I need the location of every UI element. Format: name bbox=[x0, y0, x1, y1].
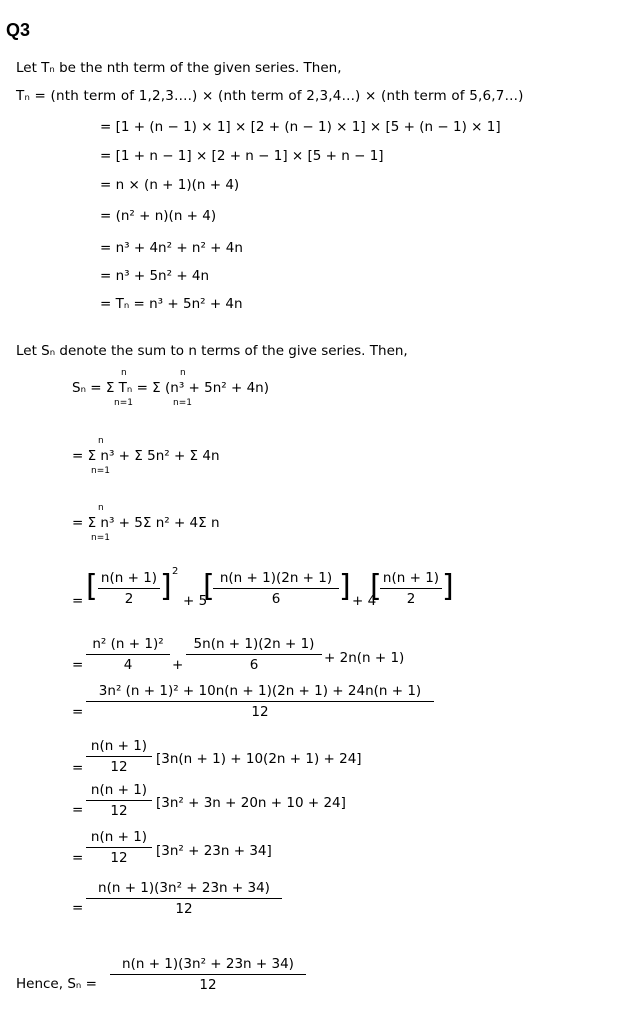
plus-five: + 5 bbox=[183, 593, 208, 609]
fraction-3-numerator: n(n + 1) bbox=[382, 570, 440, 586]
fraction-3-denominator: 2 bbox=[406, 591, 416, 607]
fraction-6-denominator: 12 bbox=[251, 704, 269, 720]
sigma-lower-1a: n=1 bbox=[114, 398, 133, 408]
sigma-upper-1b: n bbox=[180, 368, 186, 378]
sum-line-5-equals: = bbox=[72, 657, 84, 673]
fraction-1 bbox=[98, 570, 160, 607]
sum-line-2: = Σ n³ + Σ 5n² + Σ 4n bbox=[72, 448, 220, 464]
final-fraction-denominator: 12 bbox=[199, 977, 217, 993]
fraction-7-numerator: n(n + 1) bbox=[90, 738, 148, 754]
final-fraction-numerator: n(n + 1)(3n² + 23n + 34) bbox=[122, 956, 294, 972]
sigma-lower-1b: n=1 bbox=[173, 398, 192, 408]
step-line-1: = [1 + (n − 1) × 1] × [2 + (n − 1) × 1] × [5 + (n − 1) × 1] bbox=[100, 119, 501, 135]
right-bracket: ] bbox=[442, 569, 454, 604]
sigma-lower-2a: n=1 bbox=[91, 466, 110, 476]
fraction-10 bbox=[86, 880, 282, 917]
sum-line-7-tail: [3n(n + 1) + 10(2n + 1) + 24] bbox=[156, 751, 362, 767]
step-line-2: = [1 + n − 1] × [2 + n − 1] × [5 + n − 1] bbox=[100, 148, 384, 164]
sum-line-6-equals: = bbox=[72, 704, 84, 720]
sum-line-7-equals: = bbox=[72, 760, 84, 776]
fraction-5 bbox=[186, 636, 322, 673]
fraction-2 bbox=[213, 570, 339, 607]
sigma-upper-3a: n bbox=[98, 503, 104, 513]
sigma-upper-1a: n bbox=[121, 368, 127, 378]
sigma-lower-3a: n=1 bbox=[91, 533, 110, 543]
fraction-1-denominator: 2 bbox=[124, 591, 134, 607]
sigma-upper-2a: n bbox=[98, 436, 104, 446]
fraction-8-denominator: 12 bbox=[110, 803, 128, 819]
sum-line-3: = Σ n³ + 5Σ n² + 4Σ n bbox=[72, 515, 220, 531]
hence-label: Hence, Sₙ = bbox=[16, 976, 97, 992]
square-exponent: 2 bbox=[172, 566, 179, 577]
step-line-7: = Tₙ = n³ + 5n² + 4n bbox=[100, 296, 243, 312]
fraction-6 bbox=[86, 683, 434, 720]
fraction-2-numerator: n(n + 1)(2n + 1) bbox=[219, 570, 333, 586]
plus-four: + 4 bbox=[352, 593, 377, 609]
fraction-4-numerator: n² (n + 1)² bbox=[92, 636, 164, 652]
plus-sign: + bbox=[172, 657, 184, 673]
fraction-9 bbox=[86, 829, 152, 866]
sum-line-9-equals: = bbox=[72, 850, 84, 866]
fraction-10-denominator: 12 bbox=[175, 901, 193, 917]
term-definition-line: Tₙ = (nth term of 1,2,3....) × (nth term of 2,3,4...) × (nth term of 5,6,7...) bbox=[16, 88, 524, 104]
left-bracket: [ bbox=[86, 569, 98, 604]
sum-line-8-tail: [3n² + 3n + 20n + 10 + 24] bbox=[156, 795, 346, 811]
fraction-2-denominator: 6 bbox=[271, 591, 281, 607]
sum-line-9-tail: [3n² + 23n + 34] bbox=[156, 843, 272, 859]
sum-line-8-equals: = bbox=[72, 802, 84, 818]
sum-intro-line: Let Sₙ denote the sum to n terms of the give series. Then, bbox=[16, 343, 408, 359]
fraction-9-denominator: 12 bbox=[110, 850, 128, 866]
step-line-3: = n × (n + 1)(n + 4) bbox=[100, 177, 240, 193]
step-line-4: = (n² + n)(n + 4) bbox=[100, 208, 217, 224]
step-line-6: = n³ + 5n² + 4n bbox=[100, 268, 210, 284]
fraction-5-numerator: 5n(n + 1)(2n + 1) bbox=[193, 636, 315, 652]
question-heading: Q3 bbox=[6, 20, 31, 40]
fraction-8-numerator: n(n + 1) bbox=[90, 782, 148, 798]
step-line-5: = n³ + 4n² + n² + 4n bbox=[100, 240, 243, 256]
fraction-8 bbox=[86, 782, 152, 819]
final-fraction bbox=[110, 956, 306, 993]
intro-line: Let Tₙ be the nth term of the given series. Then, bbox=[16, 60, 342, 76]
fraction-7 bbox=[86, 738, 152, 775]
right-bracket: ] bbox=[339, 569, 351, 604]
fraction-9-numerator: n(n + 1) bbox=[90, 829, 148, 845]
sum-line-10-equals: = bbox=[72, 900, 84, 916]
fraction-1-numerator: n(n + 1) bbox=[100, 570, 158, 586]
fraction-6-numerator: 3n² (n + 1)² + 10n(n + 1)(2n + 1) + 24n(n + 1) bbox=[98, 683, 422, 699]
fraction-4-denominator: 4 bbox=[123, 657, 133, 673]
sum-line-1: Sₙ = Σ Tₙ = Σ (n³ + 5n² + 4n) bbox=[72, 380, 269, 396]
left-bracket: [ bbox=[203, 569, 215, 604]
sum-line-5-tail: + 2n(n + 1) bbox=[324, 650, 405, 666]
fraction-5-denominator: 6 bbox=[249, 657, 259, 673]
sum-line-4-equals: = bbox=[72, 593, 84, 609]
fraction-10-numerator: n(n + 1)(3n² + 23n + 34) bbox=[98, 880, 270, 896]
fraction-7-denominator: 12 bbox=[110, 759, 128, 775]
fraction-3 bbox=[380, 570, 442, 607]
right-bracket: ] bbox=[160, 569, 172, 604]
left-bracket: [ bbox=[370, 569, 382, 604]
fraction-4 bbox=[86, 636, 170, 673]
